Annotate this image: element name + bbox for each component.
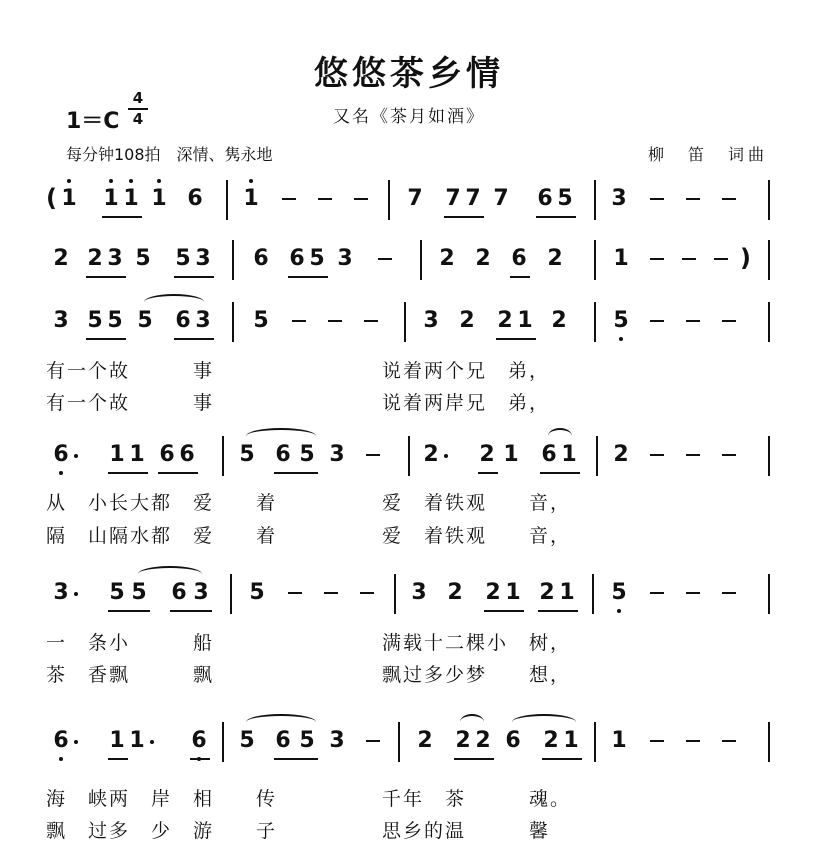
- staff-row-5: 3 5 5 6 3 5 3 2 2 1 2 1 5: [46, 574, 776, 614]
- time-signature-bottom: 4: [132, 110, 144, 128]
- key-signature: 1＝C: [66, 109, 120, 134]
- staff-row-1: ( 1 1 1 1 6 1 7 7 7 7 6 5 3: [46, 180, 776, 220]
- song-title: 悠悠茶乡情: [314, 54, 504, 94]
- lyric-row-6-line-2: 飘 过多 少 游 子 思乡的温 馨: [46, 820, 551, 842]
- tempo-marking: 每分钟108拍 深情、隽永地: [66, 145, 273, 164]
- lyric-row-3-line-2: 有一个故 事 说着两岸兄 弟，: [46, 392, 551, 414]
- staff-row-6: 6 1 1 6 5 6 5 3 2 2 2 6 2 1 1: [46, 722, 776, 762]
- time-signature: [128, 90, 148, 128]
- staff-row-3: 3 5 5 5 6 3 5 3 2 2 1 2 5: [46, 302, 776, 342]
- song-subtitle: 又名《茶月如酒》: [333, 107, 485, 127]
- staff-row-2: 2 2 3 5 5 3 6 6 5 3 2 2 6 2 1 ): [46, 240, 776, 280]
- lyric-row-3-line-1: 有一个故 事 说着两个兄 弟，: [46, 360, 551, 382]
- lyric-row-5-line-1: 一 条小 船 满载十二棵小 树，: [46, 632, 572, 654]
- composer-credit: 柳 笛 词曲: [648, 145, 769, 164]
- staff-row-4: 6 1 1 6 6 5 6 5 3 2 2 1 6 1 2: [46, 436, 776, 476]
- lyric-row-6-line-1: 海 峡两 岸 相 传 千年 茶 魂。: [46, 788, 572, 810]
- lyric-row-5-line-2: 茶 香飘 飘 飘过多少梦 想，: [46, 664, 572, 686]
- lyric-row-4-line-1: 从 小长大都 爱 着 爱 着铁观 音，: [46, 492, 572, 514]
- time-signature-top: 4: [132, 89, 144, 107]
- lyric-row-4-line-2: 隔 山隔水都 爱 着 爱 着铁观 音，: [46, 525, 572, 547]
